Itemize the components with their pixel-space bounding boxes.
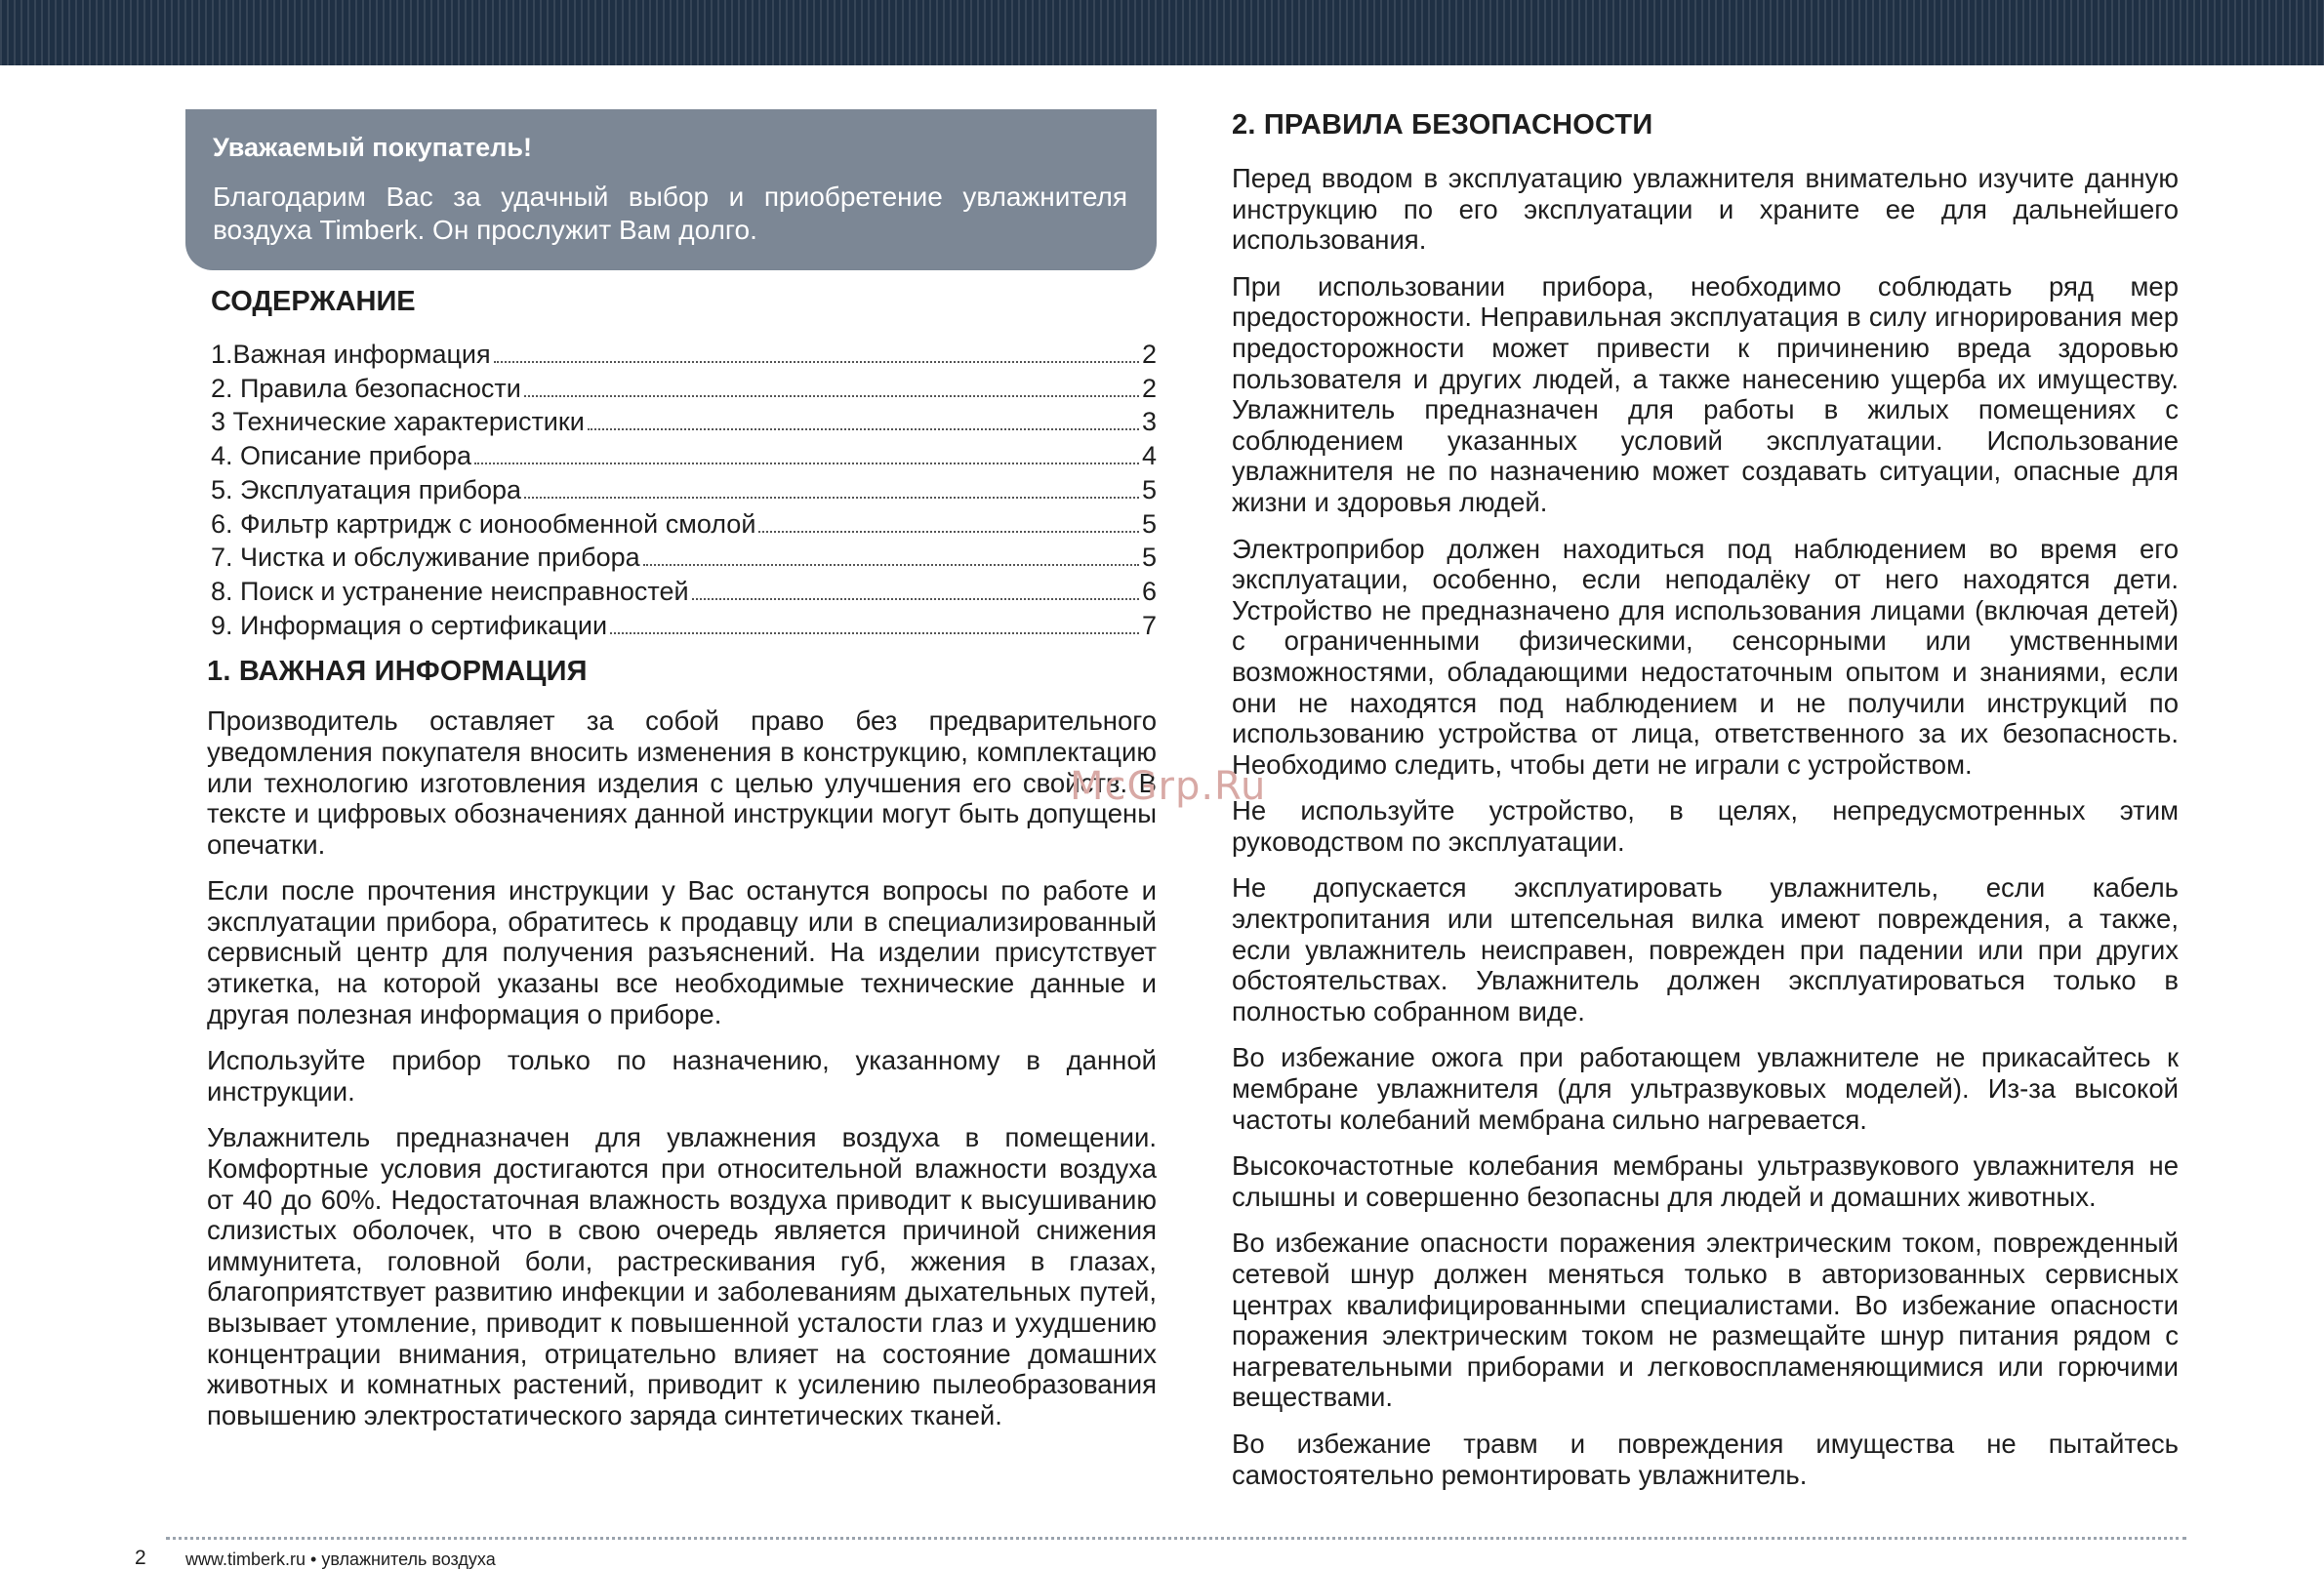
toc-item-page: 5 <box>1141 474 1157 504</box>
toc-leader-dots <box>524 497 1139 499</box>
toc-item-label: 9. Информация о сертификации <box>211 610 608 640</box>
section-2-paragraph: Перед вводом в эксплуатацию увлажнителя внимательно изучите данную инструкцию по его эксплуатации и храните ее для дальнейшего использования. <box>1232 163 2179 256</box>
toc-item-label: 3 Технические характеристики <box>211 407 585 437</box>
toc-item[interactable] <box>211 372 1157 406</box>
table-of-contents <box>211 338 1157 642</box>
toc-item-label: 4. Описание прибора <box>211 441 471 471</box>
toc-item-label: 6. Фильтр картридж с ионообменной смолой <box>211 508 756 539</box>
greeting-text: Благодарим Вас за удачный выбор и приобретение увлажнителя воздуха Timberk. Он прослужит Вам долго. <box>213 181 1127 245</box>
section-1-paragraph: Если после прочтения инструкции у Вас останутся вопросы по работе и эксплуатации прибора, обратитесь к продавцу или в специализированный сервисный центр для получения разъяснений. На изделии присутствует этикетка, на которой указаны все необходимые технические данные и другая полезная информация о приборе. <box>207 875 1157 1029</box>
toc-leader-dots <box>758 531 1139 533</box>
section-1-paragraph: Используйте прибор только по назначению, указанному в данной инструкции. <box>207 1045 1157 1107</box>
toc-leader-dots <box>474 463 1139 464</box>
toc-leader-dots <box>643 564 1139 566</box>
toc-leader-dots <box>494 361 1139 363</box>
toc-item[interactable] <box>211 473 1157 507</box>
toc-title: СОДЕРЖАНИЕ <box>211 286 416 317</box>
section-2-paragraph: При использовании прибора, необходимо соблюдать ряд мер предосторожности. Неправильная эксплуатация в силу игнорирования мер предосторожности может привести к причинению вреда здоровью пользователя и других людей, а также нанесению ущерба их имуществу. Увлажнитель предназначен для работы в жилых помещениях с соблюдением указанных условий эксплуатации. Использование увлажнителя не по назначению может создавать ситуации, опасные для жизни и здоровья людей. <box>1232 270 2179 517</box>
toc-item[interactable] <box>211 338 1157 372</box>
toc-leader-dots <box>524 395 1139 397</box>
section-1-title: 1. ВАЖНАЯ ИНФОРМАЦИЯ <box>207 656 588 688</box>
section-2-paragraph: Во избежание опасности поражения электрическим током, поврежденный сетевой шнур должен меняться только в авторизованных сервисных центрах квалифицированными специалистами. Во избежание опасности поражения электрическим током не размещайте шнур питания рядом с нагревательными приборами и легковоспламеняющимися или горючими веществами. <box>1232 1228 2179 1413</box>
section-1-paragraph: Увлажнитель предназначен для увлажнения воздуха в помещении. Комфортные условия достигаются при относительной влажности воздуха от 40 до 60%. Недостаточная влажность воздуха приводит к высушиванию слизистых оболочек, что в свою очередь является причиной снижения иммунитета, головной боли, растрескивания губ, жжения в глазах, благоприятствует развитию инфекции и заболеваниям дыхательных путей, вызывает утомление, приводит к повышенной усталости глаз и ухудшению концентрации внимания, отрицательно влияет на состояние домашних животных и комнатных растений, приводит к усилению пылеобразования повышению электростатического заряда синтетических тканей. <box>207 1122 1157 1430</box>
toc-item-page: 5 <box>1141 508 1157 539</box>
footer-divider <box>166 1537 2186 1540</box>
toc-item-page: 6 <box>1141 576 1157 606</box>
toc-item-page: 2 <box>1141 373 1157 403</box>
toc-leader-dots <box>692 598 1139 600</box>
toc-item[interactable] <box>211 575 1157 609</box>
right-column <box>1232 109 2179 1506</box>
section-2-paragraph: Электроприбор должен находиться под наблюдением во время его эксплуатации, особенно, если неподалёку от него находятся дети. Устройство не предназначено для использования лицами (включая детей) с ограниченными физическими, сенсорными или умственными возможностями, обладающими недостаточным опытом и знаниями, если они не находятся под наблюдением и не получили инструкций по использованию устройства от лица, ответственного за их безопасность. Необходимо следить, чтобы дети не играли с устройством. <box>1232 533 2179 780</box>
toc-item[interactable] <box>211 405 1157 439</box>
toc-item-label: 8. Поиск и устранение неисправностей <box>211 576 689 606</box>
footer-text: www.timberk.ru • увлажнитель воздуха <box>185 1550 496 1569</box>
section-2-paragraph: Высокочастотные колебания мембраны ультразвукового увлажнителя не слышны и совершенно безопасны для людей и домашних животных. <box>1232 1150 2179 1212</box>
section-2-paragraph: Во избежание травм и повреждения имущества не пытайтесь самостоятельно ремонтировать увлажнитель. <box>1232 1428 2179 1490</box>
toc-leader-dots <box>588 428 1139 430</box>
toc-item-page: 3 <box>1141 407 1157 437</box>
section-2-title: 2. ПРАВИЛА БЕЗОПАСНОСТИ <box>1232 109 1653 141</box>
toc-item[interactable] <box>211 439 1157 473</box>
section-1-paragraph: Производитель оставляет за собой право без предварительного уведомления покупателя вносить изменения в конструкцию, комплектацию или технологию изготовления изделия с целью улучшения его свойств. В тексте и цифровых обозначениях данной инструкции могут быть допущены опечатки. <box>207 705 1157 860</box>
toc-item-label: 7. Чистка и обслуживание прибора <box>211 543 640 573</box>
left-column <box>185 109 1157 1446</box>
toc-leader-dots <box>610 632 1139 634</box>
toc-item-page: 7 <box>1141 610 1157 640</box>
toc-item[interactable] <box>211 507 1157 542</box>
page-number: 2 <box>135 1547 146 1569</box>
toc-item-page: 5 <box>1141 543 1157 573</box>
toc-item[interactable] <box>211 541 1157 575</box>
watermark: McGrp.Ru <box>1070 764 1267 809</box>
toc-item-label: 2. Правила безопасности <box>211 373 521 403</box>
toc-item[interactable] <box>211 609 1157 643</box>
toc-item-page: 4 <box>1141 441 1157 471</box>
section-2-paragraph: Не используйте устройство, в целях, непредусмотренных этим руководством по эксплуатации. <box>1232 795 2179 857</box>
toc-item-label: 5. Эксплуатация прибора <box>211 474 522 504</box>
greeting-box <box>185 109 1157 270</box>
greeting-title: Уважаемый покупатель! <box>213 133 532 162</box>
section-2-paragraph: Не допускается эксплуатировать увлажнитель, если кабель электропитания или штепсельная вилка имеют повреждения, а также, если увлажнитель неисправен, поврежден при падении или при других обстоятельствах. Увлажнитель должен эксплуатироваться только в полностью собранном виде. <box>1232 872 2179 1027</box>
top-header-bar <box>0 0 2324 65</box>
toc-item-page: 2 <box>1141 340 1157 369</box>
toc-item-label: 1.Важная информация <box>211 340 491 369</box>
section-2-paragraph: Во избежание ожога при работающем увлажнителе не прикасайтесь к мембране увлажнителя (для ультразвуковых моделей). Из-за высокой частоты колебаний мембрана сильно нагревается. <box>1232 1042 2179 1135</box>
